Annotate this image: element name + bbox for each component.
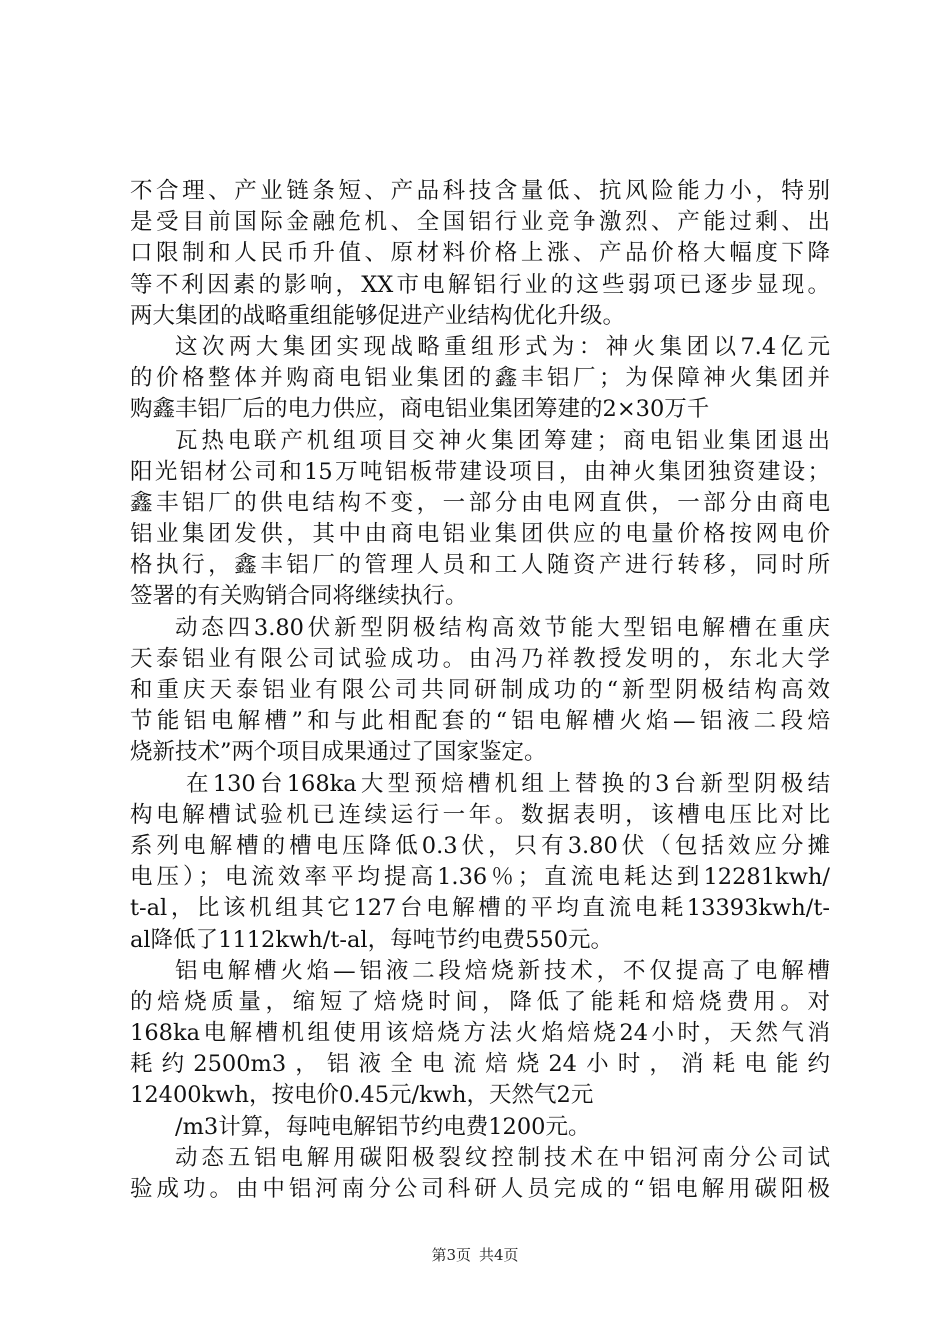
text-line: 天泰铝业有限公司试验成功。由冯乃祥教授发明的，东北大学: [130, 645, 830, 672]
text-line: 铝业集团发供，其中由商电铝业集团供应的电量价格按网电价: [130, 521, 830, 548]
page-footer: [0, 1244, 950, 1265]
text-line: 是受目前国际金融危机、全国铝行业竞争激烈、产能过剩、出: [130, 209, 830, 236]
text-line: 耗约2500m3，铝液全电流焙烧24小时，消耗电能约: [130, 1051, 830, 1078]
text-line: al降低了1112kwh/t-al，每吨节约电费550元。: [130, 926, 614, 953]
text-line: 构电解槽试验机已连续运行一年。数据表明，该槽电压比对比: [130, 801, 830, 828]
text-line: 系列电解槽的槽电压降低0.3伏，只有3.80伏（包括效应分摊: [130, 832, 830, 859]
text-line: t-al，比该机组其它127台电解槽的平均直流电耗13393kwh/t-: [130, 895, 830, 922]
page-number: 第3页: [431, 1246, 471, 1264]
text-line: 阳光铝材公司和15万吨铝板带建设项目，由神火集团独资建设；: [130, 458, 830, 485]
text-line: 的价格整体并购商电铝业集团的鑫丰铝厂；为保障神火集团并: [130, 365, 830, 392]
text-line: 两大集团的战略重组能够促进产业结构优化升级。: [130, 302, 626, 329]
text-line: 的焙烧质量，缩短了焙烧时间，降低了能耗和焙烧费用。对: [130, 988, 830, 1015]
text-line: 烧新技术”两个项目成果通过了国家鉴定。: [130, 739, 547, 766]
text-line: 在130台168ka大型预焙槽机组上替换的3台新型阴极结: [186, 770, 830, 797]
text-line: 12400kwh，按电价0.45元/kwh，天然气2元: [130, 1082, 594, 1109]
text-line: 口限制和人民币升值、原材料价格上涨、产品价格大幅度下降: [130, 240, 830, 267]
text-line: 鑫丰铝厂的供电结构不变，一部分由电网直供，一部分由商电: [130, 489, 830, 516]
text-line: 格执行，鑫丰铝厂的管理人员和工人随资产进行转移，同时所: [130, 552, 830, 579]
text-line: 签署的有关购销合同将继续执行。: [130, 583, 468, 610]
text-line: 电压）；电流效率平均提高1.36％；直流电耗达到12281kwh/: [130, 864, 830, 891]
text-line: 购鑫丰铝厂后的电力供应，商电铝业集团筹建的2×30万千: [130, 396, 710, 423]
text-line: 动态五铝电解用碳阳极裂纹控制技术在中铝河南分公司试: [175, 1144, 830, 1171]
text-line: 这次两大集团实现战略重组形式为：神火集团以7.4亿元: [175, 333, 830, 360]
text-line: 168ka电解槽机组使用该焙烧方法火焰焙烧24小时，天然气消: [130, 1020, 830, 1047]
text-line: 铝电解槽火焰—铝液二段焙烧新技术，不仅提高了电解槽: [175, 957, 830, 984]
body-text: [130, 176, 830, 1205]
text-line: 验成功。由中铝河南分公司科研人员完成的“铝电解用碳阳极: [130, 1176, 830, 1202]
text-line: 等不利因素的影响，XX市电解铝行业的这些弱项已逐步显现。: [130, 271, 830, 298]
text-line: 节能铝电解槽”和与此相配套的“铝电解槽火焰—铝液二段焙: [130, 708, 830, 735]
page-total: 共4页: [479, 1246, 519, 1264]
text-line: 不合理、产业链条短、产品科技含量低、抗风险能力小，特别: [130, 178, 830, 204]
text-line: 动态四3.80伏新型阴极结构高效节能大型铝电解槽在重庆: [175, 614, 830, 641]
text-line: /m3计算，每吨电解铝节约电费1200元。: [175, 1113, 591, 1140]
text-line: 瓦热电联产机组项目交神火集团筹建；商电铝业集团退出: [175, 427, 830, 454]
text-line: 和重庆天泰铝业有限公司共同研制成功的“新型阴极结构高效: [130, 677, 830, 703]
